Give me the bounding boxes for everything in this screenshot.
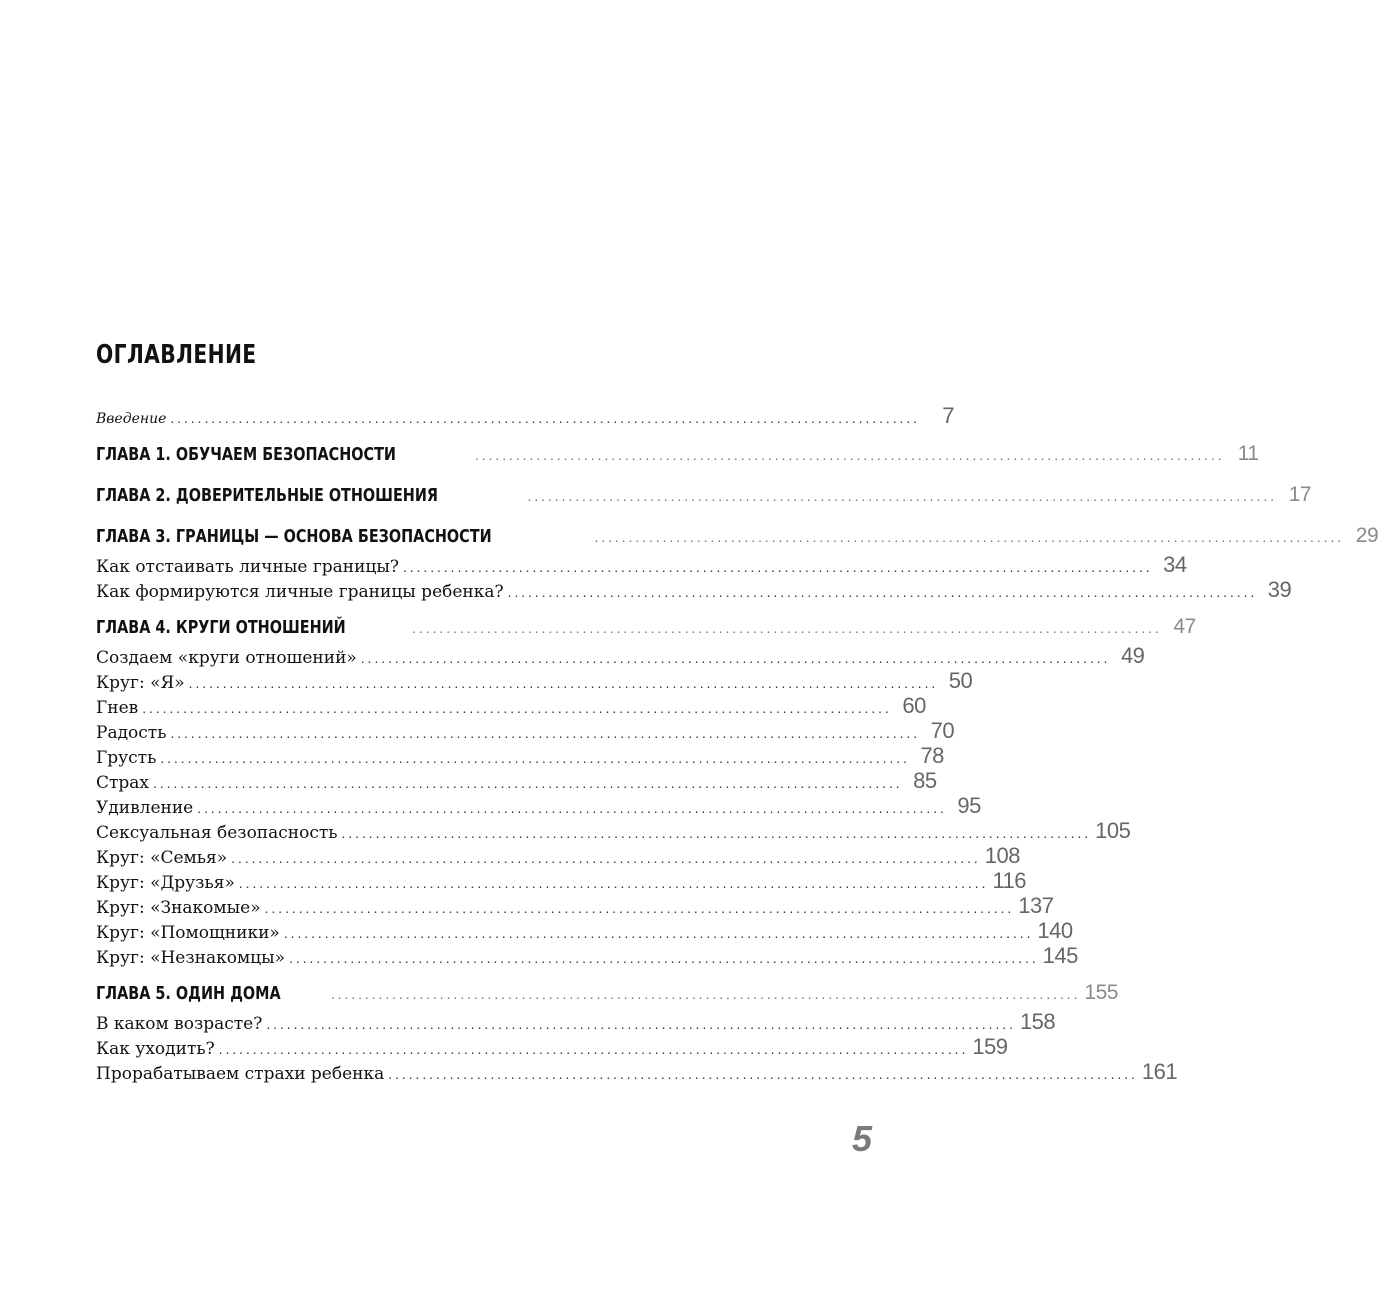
toc-entry-page: 70	[930, 718, 955, 743]
dot-leader: ..............................................................................................................	[238, 877, 989, 891]
toc-entry-label: ГЛАВА 2. ДОВЕРИТЕЛЬНЫЕ ОТНОШЕНИЯ	[96, 485, 438, 506]
dot-leader: ..............................................................................................................	[142, 702, 892, 716]
toc-entry-section[interactable]	[96, 1009, 1056, 1035]
dot-leader: ..............................................................................................................	[283, 927, 1034, 941]
toc-entry-section[interactable]	[96, 1034, 1008, 1060]
dot-leader: ..............................................................................................................	[197, 802, 947, 816]
dot-leader: ..............................................................................................................	[412, 622, 1162, 636]
toc-entry-page: 85	[913, 768, 937, 793]
toc-entry-section[interactable]	[96, 743, 944, 769]
toc-entry-section[interactable]	[96, 668, 973, 694]
dot-leader: ..............................................................................................................	[474, 449, 1225, 463]
toc-entry-page: 50	[948, 668, 973, 693]
toc-entry-label: Введение	[96, 411, 167, 427]
toc-entry-page: 158	[1019, 1009, 1056, 1034]
dot-leader: ..............................................................................................................	[402, 561, 1153, 575]
toc-entry-label: Грусть	[96, 748, 157, 768]
toc-entry-page: 116	[992, 868, 1027, 893]
toc-entry-chapter-2[interactable]	[96, 483, 1312, 507]
dot-leader: ..............................................................................................................	[170, 412, 920, 426]
toc-entry-page: 105	[1095, 818, 1131, 843]
toc-entry-label: ГЛАВА 4. КРУГИ ОТНОШЕНИЙ	[96, 617, 346, 638]
dot-leader: ..............................................................................................................	[160, 752, 910, 766]
toc-entry-label: Как уходить?	[96, 1039, 215, 1059]
toc-entry-section[interactable]	[96, 718, 955, 744]
toc-entry-label: Круг: «Помощники»	[96, 923, 280, 943]
dot-leader: ..............................................................................................................	[330, 988, 1081, 1002]
dot-leader: ..............................................................................................................	[527, 490, 1278, 504]
toc-entry-page: 155	[1084, 981, 1118, 1004]
toc-entry-label: Круг: «Семья»	[96, 848, 228, 868]
dot-leader: ..............................................................................................................	[188, 677, 939, 691]
toc-entry-section[interactable]	[96, 793, 981, 819]
toc-entry-page: 78	[920, 743, 944, 768]
toc-entry-page: 47	[1173, 615, 1196, 638]
toc-entry-page: 145	[1042, 943, 1078, 968]
toc-entry-page: 34	[1163, 552, 1187, 577]
toc-entry-section[interactable]	[96, 868, 1027, 894]
toc-entry-section[interactable]	[96, 918, 1073, 944]
toc-entry-chapter-4[interactable]	[96, 615, 1196, 639]
dot-leader: ..............................................................................................................	[341, 827, 1092, 841]
page-number: 5	[852, 1118, 873, 1159]
toc-entry-section[interactable]	[96, 943, 1078, 969]
toc-entry-page: 137	[1018, 893, 1054, 918]
toc-entry-section[interactable]	[96, 818, 1131, 844]
toc-entry-label: ГЛАВА 1. ОБУЧАЕМ БЕЗОПАСНОСТИ	[96, 444, 396, 465]
dot-leader: ..............................................................................................................	[360, 652, 1111, 666]
toc-entry-label: Гнев	[96, 698, 139, 718]
dot-leader: ..............................................................................................................	[266, 1018, 1016, 1032]
toc-entry-label: Круг: «Я»	[96, 673, 185, 693]
dot-leader: ..............................................................................................................	[153, 777, 903, 791]
dot-leader: ..............................................................................................................	[218, 1043, 969, 1057]
dot-leader: ..............................................................................................................	[388, 1068, 1138, 1082]
toc-entry-section[interactable]	[96, 552, 1187, 578]
dot-leader: ..............................................................................................................	[289, 952, 1039, 966]
toc-entry-page: 60	[902, 693, 926, 718]
toc-entry-section[interactable]	[96, 843, 1020, 869]
toc-entry-label: Сексуальная безопасность	[96, 823, 338, 843]
toc-entry-section[interactable]	[96, 893, 1054, 919]
dot-leader: ..............................................................................................................	[594, 531, 1345, 545]
toc-entry-label: Круг: «Незнакомцы»	[96, 948, 286, 968]
toc-entry-section[interactable]	[96, 1059, 1178, 1085]
dot-leader: ..............................................................................................................	[264, 902, 1015, 916]
toc-entry-section[interactable]	[96, 577, 1292, 603]
toc-entry-page: 159	[972, 1034, 1008, 1059]
toc-entry-label: Страх	[96, 773, 150, 793]
toc-entry-label: Круг: «Друзья»	[96, 873, 235, 893]
dot-leader: ..............................................................................................................	[170, 727, 921, 741]
toc-entry-label: Радость	[96, 723, 167, 743]
toc-entry-page: 17	[1288, 483, 1312, 506]
toc-title: ОГЛАВЛЕНИЕ	[96, 340, 257, 370]
toc-entry-label: Как отстаивать личные границы?	[96, 557, 399, 577]
toc-entry-label: Круг: «Знакомые»	[96, 898, 261, 918]
toc-entry-introduction[interactable]	[96, 403, 954, 429]
toc-entry-label: ГЛАВА 5. ОДИН ДОМА	[96, 983, 281, 1004]
toc-entry-page: 140	[1037, 918, 1073, 943]
toc-entry-label: ГЛАВА 3. ГРАНИЦЫ — ОСНОВА БЕЗОПАСНОСТИ	[96, 526, 492, 547]
toc-entry-page: 161	[1141, 1059, 1178, 1084]
toc-entry-chapter-5[interactable]	[96, 981, 1118, 1005]
toc-entry-label: Прорабатываем страхи ребенка	[96, 1064, 385, 1084]
toc-entry-page: 39	[1267, 577, 1292, 602]
toc-entry-label: Удивление	[96, 798, 194, 818]
toc-entry-page: 29	[1355, 524, 1378, 547]
toc-entry-page: 108	[984, 843, 1020, 868]
toc-entry-section[interactable]	[96, 643, 1145, 669]
toc-entry-section[interactable]	[96, 693, 926, 719]
toc-entry-chapter-3[interactable]	[96, 524, 1378, 548]
dot-leader: ..............................................................................................................	[231, 852, 981, 866]
toc-entry-page: 11	[1237, 442, 1259, 465]
dot-leader: ..............................................................................................................	[507, 586, 1258, 600]
toc-entry-chapter-1[interactable]	[96, 442, 1259, 466]
toc-entry-label: В каком возрасте?	[96, 1014, 263, 1034]
toc-entry-label: Как формируются личные границы ребенка?	[96, 582, 504, 602]
toc-entry-section[interactable]	[96, 768, 937, 794]
toc-entry-page: 49	[1120, 643, 1145, 668]
toc-entry-label: Создаем «круги отношений»	[96, 648, 357, 668]
toc-entry-page: 95	[957, 793, 981, 818]
toc-entry-page: 7	[942, 403, 954, 428]
